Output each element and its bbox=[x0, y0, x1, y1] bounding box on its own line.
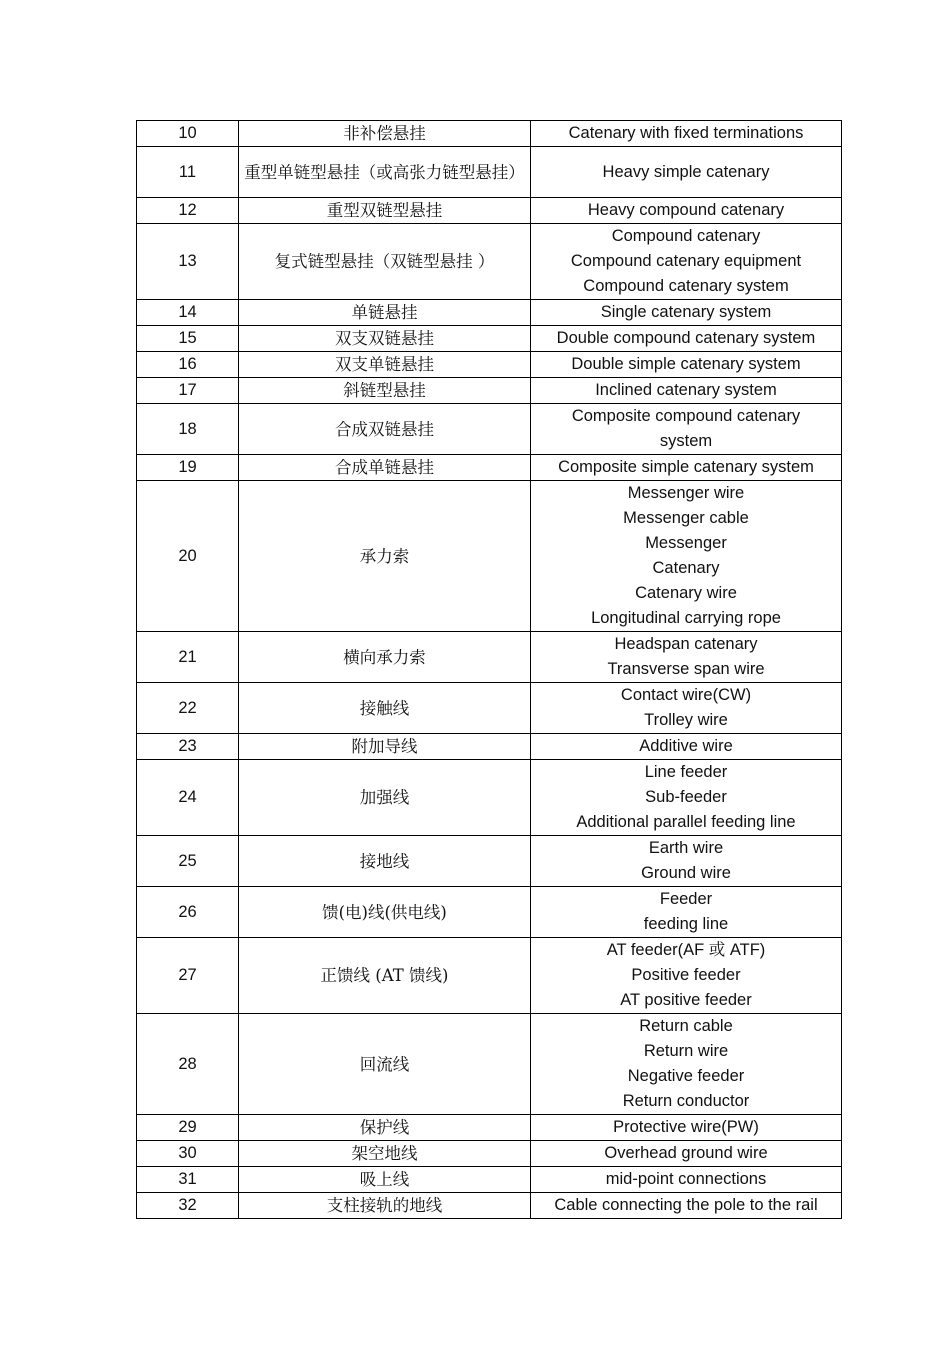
row-number: 32 bbox=[137, 1193, 239, 1219]
table-row bbox=[137, 734, 842, 760]
chinese-term: 保护线 bbox=[239, 1115, 531, 1141]
english-term: Feeder bbox=[659, 890, 713, 908]
english-term: Composite compound catenary bbox=[571, 407, 801, 425]
chinese-term: 双支双链悬挂 bbox=[239, 326, 531, 352]
chinese-term: 接地线 bbox=[239, 836, 531, 887]
english-term: Catenary with fixed terminations bbox=[568, 124, 804, 142]
english-term: Compound catenary system bbox=[583, 277, 789, 295]
english-term: Overhead ground wire bbox=[604, 1144, 768, 1162]
english-term: Catenary wire bbox=[635, 584, 737, 602]
english-term: Inclined catenary system bbox=[595, 381, 777, 399]
english-term: Return cable bbox=[639, 1017, 733, 1035]
english-terms bbox=[531, 1141, 842, 1167]
english-term: Line feeder bbox=[644, 763, 728, 781]
english-terms bbox=[531, 455, 842, 481]
english-terms bbox=[531, 147, 842, 198]
row-number: 17 bbox=[137, 378, 239, 404]
table-row bbox=[137, 1141, 842, 1167]
english-term: AT feeder(AF 或 ATF) bbox=[606, 941, 766, 959]
english-term: Earth wire bbox=[648, 839, 724, 857]
english-term: Transverse span wire bbox=[607, 660, 765, 678]
english-term: Heavy compound catenary bbox=[587, 201, 785, 219]
chinese-term: 横向承力索 bbox=[239, 632, 531, 683]
chinese-term: 非补偿悬挂 bbox=[239, 121, 531, 147]
english-term: mid-point connections bbox=[605, 1170, 767, 1188]
english-term: Protective wire(PW) bbox=[613, 1118, 759, 1136]
english-terms bbox=[531, 760, 842, 836]
english-terms bbox=[531, 326, 842, 352]
table-row bbox=[137, 632, 842, 683]
table-row bbox=[137, 378, 842, 404]
english-term: Positive feeder bbox=[631, 966, 741, 984]
english-terms bbox=[531, 404, 842, 455]
row-number: 25 bbox=[137, 836, 239, 887]
english-terms bbox=[531, 1167, 842, 1193]
chinese-term: 复式链型悬挂（双链型悬挂 ） bbox=[239, 224, 531, 300]
english-terms bbox=[531, 300, 842, 326]
english-term: Messenger cable bbox=[623, 509, 749, 527]
table-row bbox=[137, 1167, 842, 1193]
chinese-term: 架空地线 bbox=[239, 1141, 531, 1167]
english-terms bbox=[531, 632, 842, 683]
english-term: Catenary bbox=[652, 559, 720, 577]
english-term: Return wire bbox=[643, 1042, 729, 1060]
row-number: 22 bbox=[137, 683, 239, 734]
row-number: 28 bbox=[137, 1014, 239, 1115]
row-number: 31 bbox=[137, 1167, 239, 1193]
english-terms bbox=[531, 481, 842, 632]
row-number: 30 bbox=[137, 1141, 239, 1167]
english-terms bbox=[531, 224, 842, 300]
english-terms bbox=[531, 378, 842, 404]
english-term: Double compound catenary system bbox=[556, 329, 816, 347]
english-term: Single catenary system bbox=[600, 303, 772, 321]
english-term: feeding line bbox=[643, 915, 729, 933]
chinese-term: 回流线 bbox=[239, 1014, 531, 1115]
english-term: Messenger wire bbox=[627, 484, 745, 502]
table-row bbox=[137, 300, 842, 326]
row-number: 18 bbox=[137, 404, 239, 455]
table-row bbox=[137, 938, 842, 1014]
chinese-term: 合成双链悬挂 bbox=[239, 404, 531, 455]
english-terms bbox=[531, 1115, 842, 1141]
english-term: Trolley wire bbox=[644, 711, 728, 729]
row-number: 19 bbox=[137, 455, 239, 481]
english-term: Additional parallel feeding line bbox=[576, 813, 796, 831]
english-terms bbox=[531, 352, 842, 378]
row-number: 26 bbox=[137, 887, 239, 938]
row-number: 14 bbox=[137, 300, 239, 326]
chinese-term: 双支单链悬挂 bbox=[239, 352, 531, 378]
row-number: 10 bbox=[137, 121, 239, 147]
table-row bbox=[137, 121, 842, 147]
chinese-term: 附加导线 bbox=[239, 734, 531, 760]
table-row bbox=[137, 1014, 842, 1115]
table-row bbox=[137, 326, 842, 352]
table-row bbox=[137, 836, 842, 887]
english-terms bbox=[531, 121, 842, 147]
table-row bbox=[137, 147, 842, 198]
table-row bbox=[137, 198, 842, 224]
english-term: system bbox=[659, 432, 713, 450]
chinese-term: 单链悬挂 bbox=[239, 300, 531, 326]
row-number: 16 bbox=[137, 352, 239, 378]
english-term: AT positive feeder bbox=[620, 991, 752, 1009]
chinese-term: 合成单链悬挂 bbox=[239, 455, 531, 481]
english-terms bbox=[531, 734, 842, 760]
table-row bbox=[137, 455, 842, 481]
table-row bbox=[137, 683, 842, 734]
english-terms bbox=[531, 1193, 842, 1219]
english-terms bbox=[531, 836, 842, 887]
chinese-term: 承力索 bbox=[239, 481, 531, 632]
row-number: 12 bbox=[137, 198, 239, 224]
english-term: Headspan catenary bbox=[614, 635, 758, 653]
row-number: 15 bbox=[137, 326, 239, 352]
row-number: 13 bbox=[137, 224, 239, 300]
english-term: Heavy simple catenary bbox=[602, 162, 770, 181]
english-term: Contact wire(CW) bbox=[620, 686, 752, 704]
row-number: 27 bbox=[137, 938, 239, 1014]
row-number: 20 bbox=[137, 481, 239, 632]
chinese-term: 接触线 bbox=[239, 683, 531, 734]
table-row bbox=[137, 404, 842, 455]
table-row bbox=[137, 760, 842, 836]
english-term: Cable connecting the pole to the rail bbox=[554, 1196, 818, 1214]
english-term: Ground wire bbox=[641, 864, 731, 882]
row-number: 11 bbox=[137, 147, 239, 198]
row-number: 21 bbox=[137, 632, 239, 683]
chinese-term: 加强线 bbox=[239, 760, 531, 836]
english-term: Negative feeder bbox=[627, 1067, 745, 1085]
row-number: 24 bbox=[137, 760, 239, 836]
chinese-term: 斜链型悬挂 bbox=[239, 378, 531, 404]
english-terms bbox=[531, 683, 842, 734]
table-row bbox=[137, 1193, 842, 1219]
english-terms bbox=[531, 887, 842, 938]
english-term: Compound catenary equipment bbox=[570, 252, 802, 270]
english-term: Composite simple catenary system bbox=[558, 458, 814, 476]
english-term: Longitudinal carrying rope bbox=[591, 609, 781, 627]
chinese-term: 重型双链型悬挂 bbox=[239, 198, 531, 224]
english-term: Compound catenary bbox=[611, 227, 761, 245]
english-term: Additive wire bbox=[639, 737, 733, 755]
chinese-term: 吸上线 bbox=[239, 1167, 531, 1193]
chinese-term: 重型单链型悬挂（或高张力链型悬挂） bbox=[239, 147, 531, 198]
english-term: Return conductor bbox=[622, 1092, 750, 1110]
chinese-term: 支柱接轨的地线 bbox=[239, 1193, 531, 1219]
chinese-term: 正馈线 (AT 馈线) bbox=[239, 938, 531, 1014]
english-term: Messenger bbox=[645, 534, 727, 552]
english-terms bbox=[531, 198, 842, 224]
table-row bbox=[137, 1115, 842, 1141]
table-row bbox=[137, 481, 842, 632]
chinese-term: 馈(电)线(供电线) bbox=[239, 887, 531, 938]
terminology-table bbox=[136, 120, 842, 1219]
row-number: 23 bbox=[137, 734, 239, 760]
table-row bbox=[137, 887, 842, 938]
table-row bbox=[137, 224, 842, 300]
english-term: Double simple catenary system bbox=[571, 355, 801, 373]
english-terms bbox=[531, 938, 842, 1014]
table-row bbox=[137, 352, 842, 378]
terminology-table-body bbox=[137, 121, 842, 1219]
english-term: Sub-feeder bbox=[645, 788, 727, 806]
row-number: 29 bbox=[137, 1115, 239, 1141]
english-terms bbox=[531, 1014, 842, 1115]
